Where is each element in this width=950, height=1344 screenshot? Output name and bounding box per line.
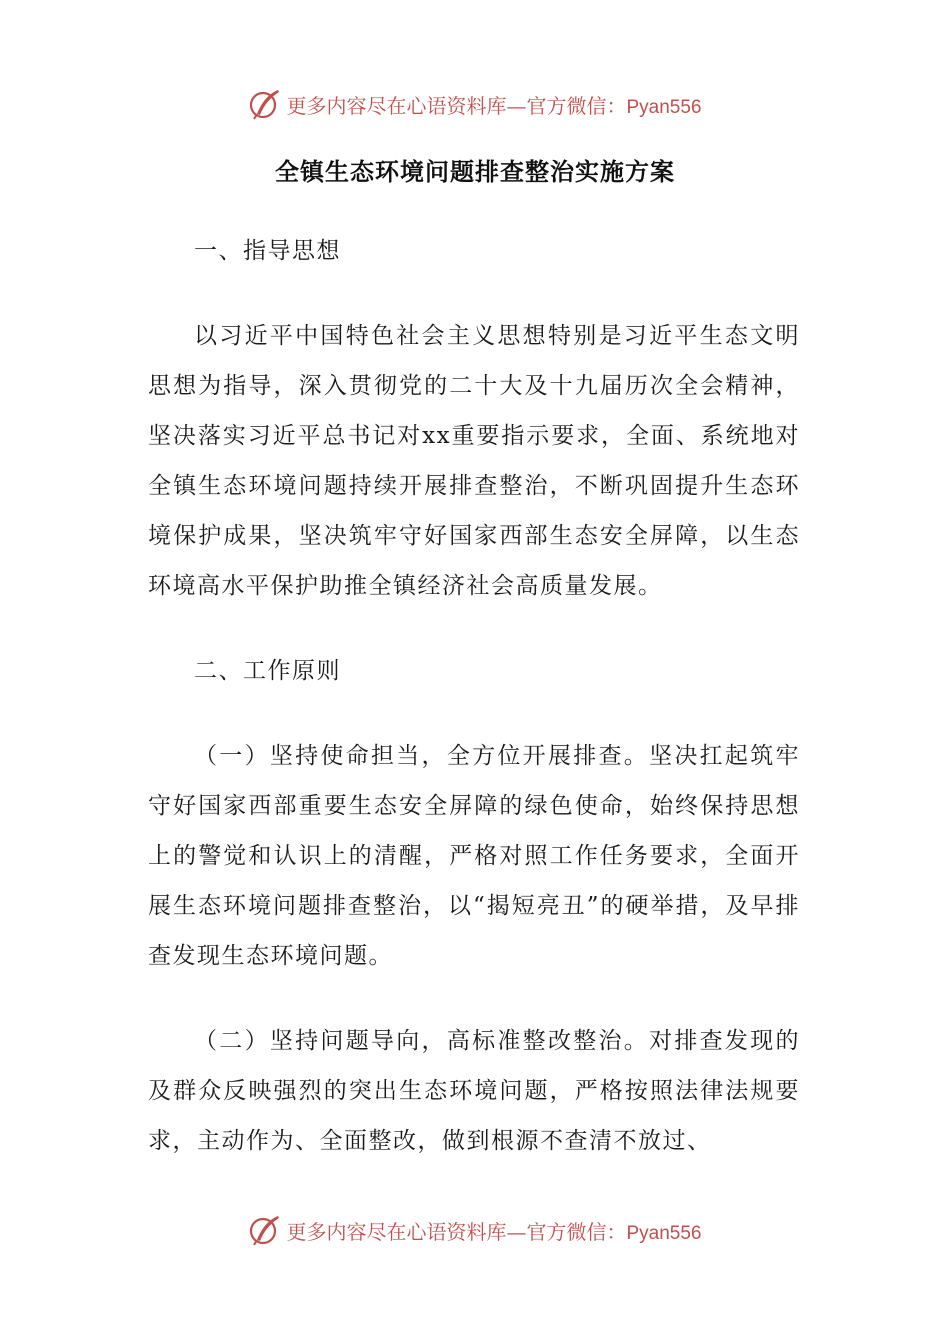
paragraph: 以习近平中国特色社会主义思想特别是习近平生态文明思想为指导，深入贯彻党的二十大及十九届历次全会精神，坚决落实习近平总书记对xx重要指示要求，全面、系统地对全镇生态环境问题持续开展排查整治，不断巩固提升生态环境保护成果，坚决筑牢守好国家西部生态安全屏障，以生态环境高水平保护助推全镇经济社会高质量发展。 xyxy=(148,323,800,599)
watermark-text: 更多内容尽在心语资料库—官方微信：Pyan556 xyxy=(286,1219,702,1244)
quill-logo-icon xyxy=(248,1213,282,1247)
section-heading: 二、工作原则 xyxy=(194,658,341,684)
paragraph: （一）坚持使命担当，全方位开展排查。坚决扛起筑牢守好国家西部重要生态安全屏障的绿色使命，始终保持思想上的警觉和认识上的清醒，严格对照工作任务要求，全面开展生态环境问题排查整治，以“揭短亮丑”的硬举措，及早排查发现生态环境问题。 xyxy=(148,743,800,969)
watermark-text: 更多内容尽在心语资料库—官方微信：Pyan556 xyxy=(286,93,702,118)
document-body xyxy=(148,226,800,1166)
paragraph: （二）坚持问题导向，高标准整改整治。对排查发现的及群众反映强烈的突出生态环境问题，严格按照法律法规要求，主动作为、全面整改，做到根源不查清不放过、 xyxy=(148,1028,800,1154)
section-heading: 一、指导思想 xyxy=(194,238,341,264)
watermark-banner-top xyxy=(0,84,950,124)
wechat-id: Pyan556 xyxy=(626,96,702,118)
quill-logo-icon xyxy=(248,87,282,121)
document-title: 全镇生态环境问题排查整治实施方案 xyxy=(275,158,675,186)
wechat-id: Pyan556 xyxy=(626,1222,702,1244)
watermark-banner-bottom xyxy=(0,1210,950,1250)
